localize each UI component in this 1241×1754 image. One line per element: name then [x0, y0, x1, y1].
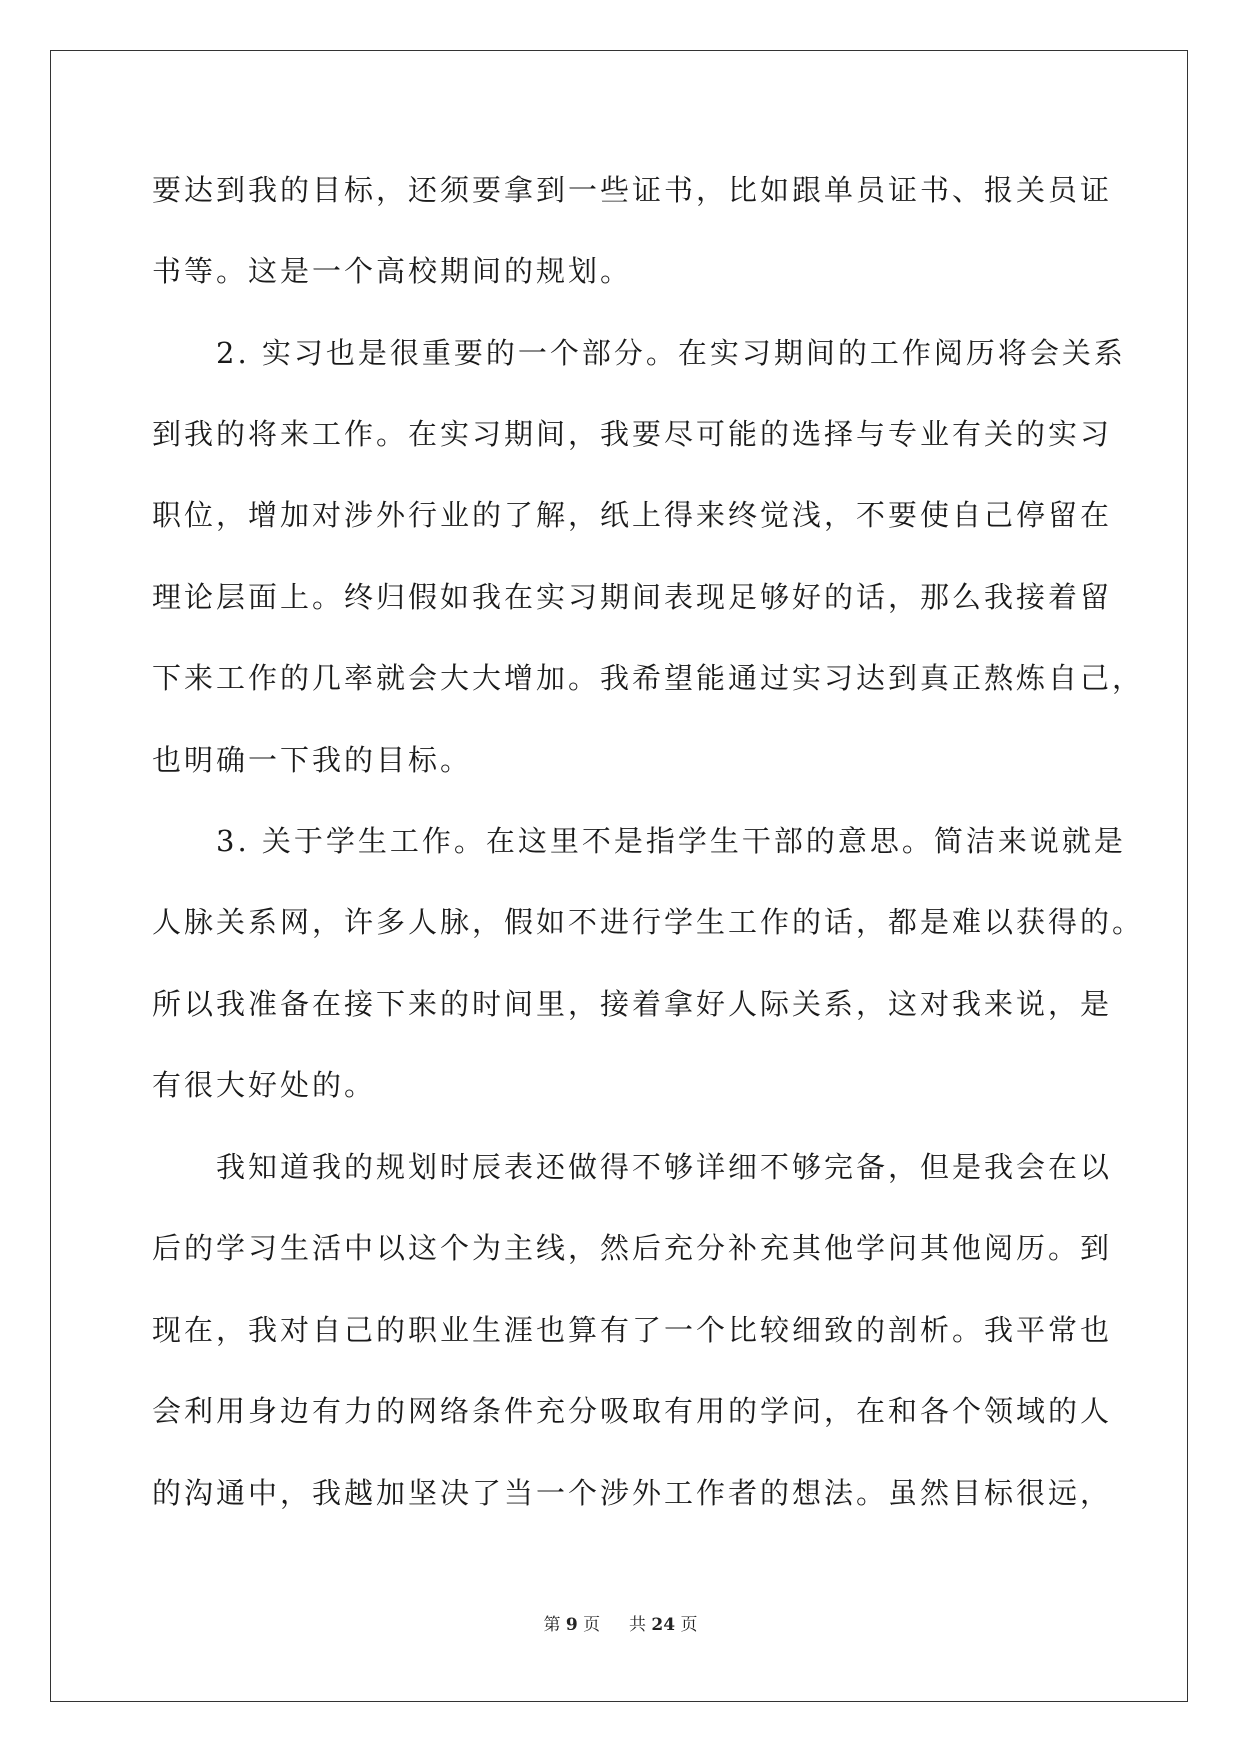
- text-line-12: 有很大好处的。: [152, 1068, 377, 1102]
- text-line-6: 理论层面上。终归假如我在实习期间表现足够好的话，那么我接着留: [152, 580, 1113, 614]
- text-line-15: 现在，我对自己的职业生涯也算有了一个比较细致的剖析。我平常也: [152, 1313, 1113, 1347]
- page-suffix: 页: [583, 1615, 601, 1635]
- total-suffix: 页: [680, 1615, 698, 1635]
- text-line-7: 下来工作的几率就会大大增加。我希望能通过实习达到真正熬炼自己，: [152, 661, 1145, 695]
- text-line-5: 职位，增加对涉外行业的了解，纸上得来终觉浅，不要使自己停留在: [152, 498, 1113, 532]
- page-border: [50, 50, 1188, 1702]
- page-footer: [0, 1613, 1241, 1637]
- text-line-9: 3. 关于学生工作。在这里不是指学生干部的意思。简洁来说就是: [152, 824, 1126, 858]
- text-line-11: 所以我准备在接下来的时间里，接着拿好人际关系，这对我来说，是: [152, 987, 1113, 1021]
- text-line-4: 到我的将来工作。在实习期间，我要尽可能的选择与专业有关的实习: [152, 417, 1113, 451]
- text-line-13: 我知道我的规划时辰表还做得不够详细不够完备，但是我会在以: [152, 1150, 1113, 1184]
- text-line-10: 人脉关系网，许多人脉，假如不进行学生工作的话，都是难以获得的。: [152, 905, 1145, 939]
- text-line-17: 的沟通中，我越加坚决了当一个涉外工作者的想法。虽然目标很远，: [152, 1476, 1113, 1510]
- text-line-8: 也明确一下我的目标。: [152, 743, 473, 777]
- text-line-16: 会利用身边有力的网络条件充分吸取有用的学问，在和各个领域的人: [152, 1394, 1113, 1428]
- text-line-2: 书等。这是一个高校期间的规划。: [152, 254, 633, 288]
- total-prefix: 共: [628, 1615, 646, 1635]
- total-page-count: 24: [651, 1615, 676, 1635]
- text-line-1: 要达到我的目标，还须要拿到一些证书，比如跟单员证书、报关员证: [152, 173, 1113, 207]
- current-page-number: 9: [565, 1615, 578, 1635]
- text-line-3: 2. 实习也是很重要的一个部分。在实习期间的工作阅历将会关系: [152, 336, 1126, 370]
- page-prefix: 第: [543, 1615, 561, 1635]
- text-line-14: 后的学习生活中以这个为主线，然后充分补充其他学问其他阅历。到: [152, 1231, 1113, 1265]
